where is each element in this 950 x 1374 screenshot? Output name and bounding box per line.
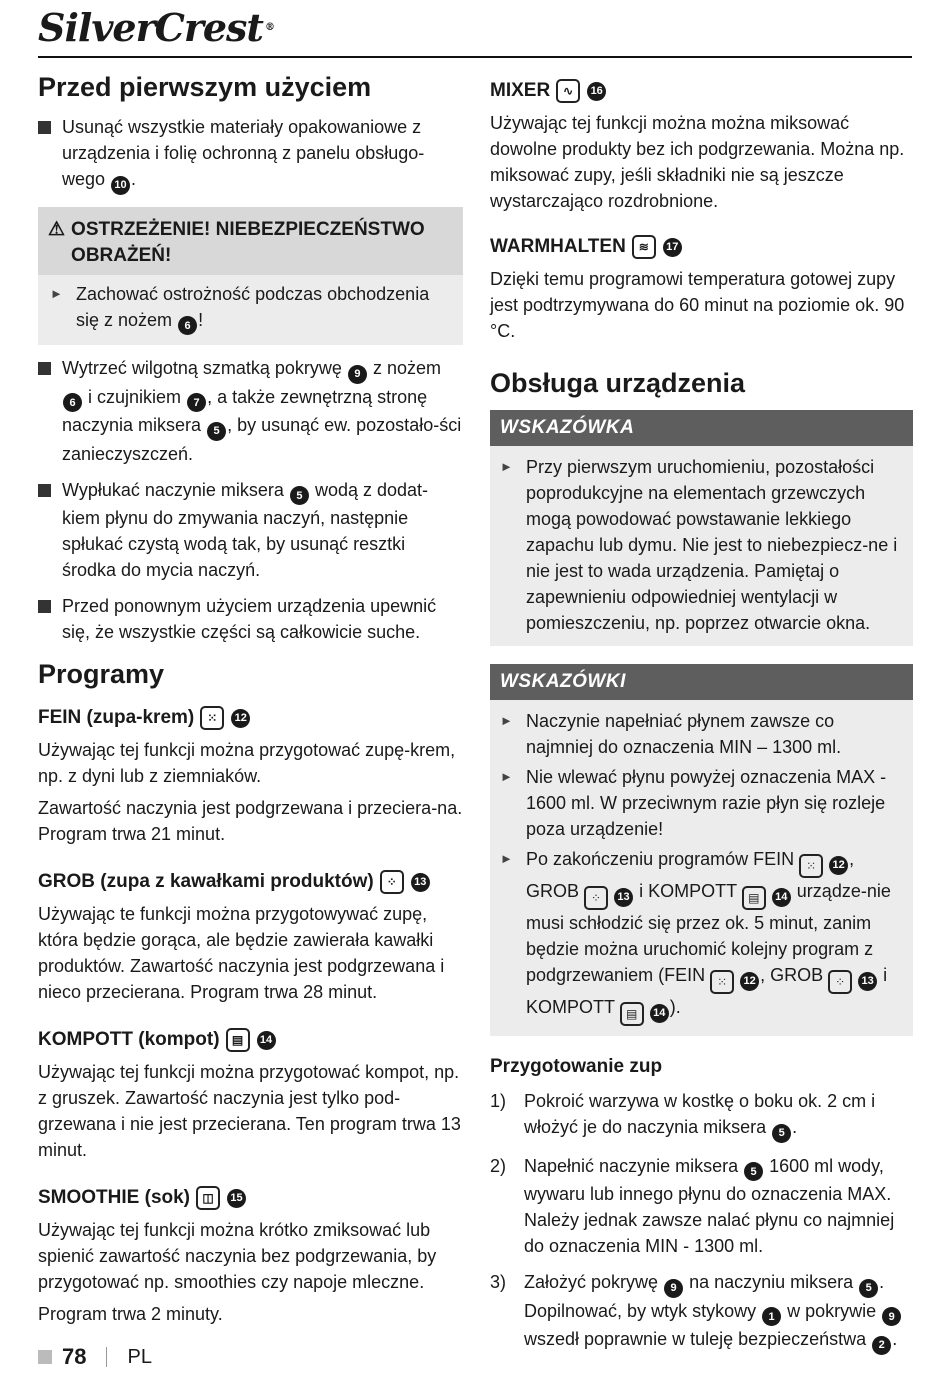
heading-first-use: Przed pierwszym użyciem [38, 72, 372, 102]
heading-operation: Obsługa urządzenia [490, 368, 746, 398]
program-warm-title: WARMHALTEN ≋ 17 [490, 234, 913, 260]
program-fein-title: FEIN (zupa-krem) ⁙ 12 [38, 705, 463, 731]
footer-divider [106, 1347, 107, 1367]
soup-prep-steps [490, 1088, 913, 1355]
list-item: ► Naczynie napełniać płynem zawsze co najmniej do oznaczenia MIN – 1300 ml. [500, 708, 903, 760]
program-kompott-desc: Używając tej funkcji można przygotować kompot, np. z gruszek. Zawartość naczynia jest tylko pod-grzewana i nie jest przecierana. Ten program trwa 13 minut. [38, 1062, 461, 1160]
compote-program-icon: ▤ [620, 1002, 644, 1026]
brand-logo: SilverCrest ® [38, 5, 274, 50]
program-smoothie-desc: Używając tej funkcji można krótko zmiksować lub spienić zawartość naczynia bez podgrzewania, by przygotować np. smoothies czy napoje mleczne. [38, 1220, 437, 1292]
program-mixer-title: MIXER ∿ 16 [490, 78, 913, 104]
right-column [490, 64, 913, 1365]
step-item: 2) Napełnić naczynie miksera 5 1600 ml wody, wywaru lub innego płynu do oznaczenia MAX. Należy jednak zawsze nalać płynu co najmniej do oznaczenia MIN - 1300 ml. [490, 1155, 895, 1256]
mixer-program-icon: ∿ [556, 79, 580, 103]
list-item: Przed ponownym użyciem urządzenia upewnić się, że wszystkie części są całkowicie suche. [38, 593, 463, 645]
program-mixer-desc: Używając tej funkcji można można miksować dowolne produkty bez ich podgrzewania. Można np. miksować zupy, jeśli składniki nie są jeszcze wystarczająco rozdrobnione. [490, 113, 905, 211]
program-smoothie-title: SMOOTHIE (sok) ◫ 15 [38, 1185, 463, 1211]
language-code: PL [127, 1345, 152, 1368]
cleaning-list [38, 355, 463, 645]
fine-program-icon: ⁙ [799, 854, 823, 878]
coarse-program-icon: ⁘ [828, 970, 852, 994]
part-number: 10 [111, 176, 130, 195]
list-item: ► Zachować ostrożność podczas obchodzenia się z nożem 6 ! [50, 281, 451, 336]
hint-title: WSKAZÓWKI [490, 664, 913, 700]
step-item: 1) Pokroić warzywa w kostkę o boku ok. 2 cm i włożyć je do naczynia miksera 5 . [490, 1088, 913, 1143]
page-footer [38, 1344, 152, 1370]
left-column [38, 64, 463, 1327]
program-smoothie-duration: Program trwa 2 minuty. [38, 1304, 223, 1324]
list-item: ► Przy pierwszym uruchomieniu, pozostałości poprodukcyjne na elementach grzewczych mogą powodować powstawanie lekkiego zapachu lub dymu. Nie jest to niebezpiecz-ne i nie jest to wada urządzenia. Pamiętaj o zapewnieniu odpowiedniej wentylacji w pomieszczeniu, np. poprzez otwarcie okna. [500, 454, 903, 636]
fine-program-icon: ⁙ [710, 970, 734, 994]
header-rule [38, 56, 912, 58]
program-kompott-title: KOMPOTT (kompot) ▤ 14 [38, 1027, 463, 1053]
compote-program-icon: ▤ [742, 886, 766, 910]
coarse-program-icon: ⁘ [584, 886, 608, 910]
warning-triangle-icon: ⚠ [48, 218, 66, 240]
hint-box-1 [490, 410, 913, 646]
list-item: Wytrzeć wilgotną szmatką pokrywę 9 z nożem 6 i czujnikiem 7 , a także zewnętrzną stronę naczynia miksera 5 , by usunąć ew. pozostało-ści zanieczyszczeń. [38, 355, 463, 467]
first-use-list [38, 114, 463, 195]
fine-program-icon: ⁙ [200, 706, 224, 730]
list-item: ► Nie wlewać płynu powyżej oznaczenia MAX - 1600 ml. W przeciwnym razie płyn się rozleje poza urządzenie! [500, 764, 903, 842]
list-item: ► Po zakończeniu programów FEIN ⁙ 12 , GROB ⁘ 13 i KOMPOTT ▤ 14 urządze-nie musi schłodzić się przez ok. 5 minut, zanim będzie można uruchomić kolejny program z podgrzewaniem (FEIN ⁙ 12 , GROB ⁘ 13 i KOMPOTT ▤ 14 ). [500, 846, 903, 1026]
smoothie-program-icon: ◫ [196, 1186, 220, 1210]
program-warm-desc: Dzięki temu programowi temperatura gotowej zupy jest podtrzymywana do 60 minut na poziomie ok. 90 °C. [490, 269, 905, 341]
keep-warm-program-icon: ≋ [632, 235, 656, 259]
step-item: 3) Założyć pokrywę 9 na naczyniu miksera 5 . Dopilnować, by wtyk stykowy 1 w pokrywie 9 wszedł poprawnie w tuleję bezpieczeństwa 2 . [490, 1269, 913, 1355]
page-number: 78 [62, 1344, 87, 1369]
heading-programs: Programy [38, 659, 165, 689]
list-item: Wypłukać naczynie miksera 5 wodą z dodat-kiem płynu do zmywania naczyń, następnie spłukać czystą wodą tak, by usunąć resztki środka do mycia naczyń. [38, 477, 463, 584]
warning-title: ⚠ OSTRZEŻENIE! NIEBEZPIECZEŃSTWO OBRAŻEŃ! [38, 207, 463, 275]
compote-program-icon: ▤ [226, 1028, 250, 1052]
footer-square [38, 1350, 52, 1364]
program-fein-duration: Zawartość naczynia jest podgrzewana i przeciera-na. Program trwa 21 minut. [38, 798, 463, 844]
warning-box [38, 207, 463, 346]
hint-box-2 [490, 664, 913, 1036]
program-fein-desc: Używając tej funkcji można przygotować zupę-krem, np. z dyni lub z ziemniaków. [38, 740, 456, 786]
program-grob-desc: Używając te funkcji można przygotowywać zupę, która będzie gorąca, ale będzie zawierała kawałki produktów. Zawartość naczynia jest podgrzewana i nieco przecierana. Program trwa 28 minut. [38, 904, 445, 1002]
list-item: Usunąć wszystkie materiały opakowaniowe z urządzenia i folię ochronną z panelu obsługo-wego 10 . [38, 114, 463, 195]
program-grob-title: GROB (zupa z kawałkami produktów) ⁘ 13 [38, 869, 463, 895]
coarse-program-icon: ⁘ [380, 870, 404, 894]
hint-title: WSKAZÓWKA [490, 410, 913, 446]
warning-list [50, 281, 451, 336]
heading-soup-prep: Przygotowanie zup [490, 1056, 663, 1077]
